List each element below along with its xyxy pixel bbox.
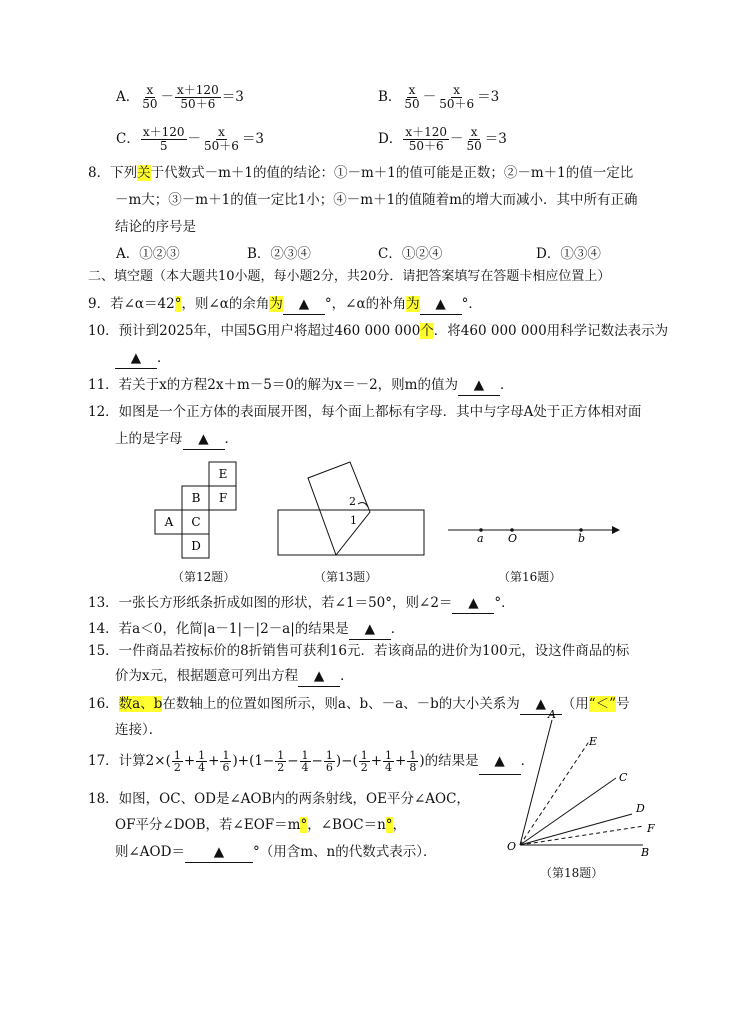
cube-label-a: A — [164, 515, 174, 529]
number-line-figure — [444, 518, 624, 548]
arrow-head — [612, 526, 620, 534]
q10-line2: ▲ ． — [115, 348, 171, 369]
ray-od — [520, 814, 632, 845]
ray-oe — [520, 740, 590, 845]
q17: 17．计算2×( $\frac{1}{2}$ + $\frac{1}{4}$ + $\frac{1}{6}$ )+(1− $\frac{1}{2}$ − $\frac{1}{4}$ − $\frac{1}{6}$ )−( $\frac{1}{2}$ + $\frac{1}{4}$ + $\frac{1}{8}$ )的结果是 ▲ ． — [88, 749, 535, 774]
angle-1-label: 1 — [350, 514, 357, 527]
point-b-label: b — [578, 532, 586, 545]
strip-fold — [308, 462, 370, 555]
q18-line1: 18．如图，OC、OD是∠AOB内的两条射线，OE平分∠AOC， — [88, 791, 470, 807]
q8-option-d: D．①③④ — [536, 246, 601, 262]
q8-option-c: C．①②④ — [378, 246, 443, 262]
caption-q12: （第12题） — [172, 570, 236, 584]
caption-q13: （第13题） — [314, 570, 378, 584]
cube-label-c: C — [191, 515, 201, 529]
q16-line1: 16．数a、b在数轴上的位置如图所示，则a、b、－a、－b的大小关系为 ▲ （用“＜”号 — [88, 694, 630, 715]
q11: 11．若关于x的方程2x＋m－5＝0的解为x＝－2，则m的值为 ▲ ． — [88, 375, 513, 396]
caption-q16: （第16题） — [498, 570, 562, 584]
q16-line2: 连接）． — [115, 722, 163, 738]
label-f: F — [647, 822, 655, 835]
q12-line1: 12．如图是一个正方体的表面展开图，每个面上都标有字母．其中与字母A处于正方体相对面 — [88, 404, 642, 420]
q8-line3: 结论的序号是 — [115, 219, 196, 235]
point-a-label: a — [477, 532, 484, 545]
label-c: C — [619, 771, 628, 784]
q7-option-d: D． $\frac{x+120}{50+6}$ － $\frac{x}{50}$ ＝3 — [378, 125, 507, 153]
q18-line2: OF平分∠DOB，若∠EOF＝m°，∠BOC＝n°， — [115, 817, 407, 833]
cube-label-d: D — [191, 539, 201, 553]
q7-option-b: B． $\frac{x}{50}$ － $\frac{x}{50+6}$ ＝3 — [378, 83, 500, 111]
cube-label-e: E — [218, 467, 228, 481]
section-heading: 二、填空题（本大题共10小题，每小题2分，共20分．请把答案填写在答题卡相应位置上） — [88, 269, 611, 284]
q8-option-b: B．②③④ — [247, 246, 311, 262]
q7-option-a: A． $\frac{x}{50}$ － $\frac{x+120}{50+6}$ ＝3 — [116, 83, 244, 111]
q9: 9．若∠α＝42°，则∠α的余角为 ▲ °，∠α的补角为 ▲ °． — [88, 294, 482, 315]
point-o-label: O — [508, 532, 518, 545]
q14: 14．若a＜0，化简|a－1|－|2－a|的结果是 ▲ ． — [88, 619, 404, 640]
label-d: D — [636, 802, 645, 815]
cube-net-figure — [150, 458, 250, 563]
label-e: E — [589, 735, 598, 748]
label-a: A — [548, 708, 556, 721]
q15-line1: 15．一件商品若按标价的8折销售可获利16元．若该商品的进价为100元，设这件商品的标 — [88, 643, 630, 659]
folded-strip-figure — [272, 460, 432, 560]
q10-line1: 10．预计到2025年，中国5G用户将超过460 000 000个．将460 000 000用科学记数法表示为 — [88, 323, 669, 339]
cube-label-f: F — [218, 491, 228, 505]
q15-line2: 价为x元，根据题意可列出方程 ▲ ． — [115, 666, 354, 687]
caption-q18: （第18题） — [540, 866, 604, 880]
q8-line2: －m大；③－m＋1的值一定比1小；④－m＋1的值随着m的增大而减小．其中所有正确 — [115, 192, 638, 208]
q13: 13．一张长方形纸条折成如图的形状，若∠1＝50°，则∠2＝ ▲ °． — [88, 593, 515, 614]
ray-of — [520, 826, 644, 845]
angle-2-label: 2 — [349, 495, 356, 508]
q12-line2: 上的是字母 ▲ ． — [115, 429, 238, 450]
q8-option-a: A．①②③ — [116, 246, 180, 262]
q7-option-c: C． $\frac{x+120}{5}$ － $\frac{x}{50+6}$ ＝3 — [116, 125, 265, 153]
cube-label-b: B — [191, 491, 201, 505]
q18-line3: 则∠AOD＝ ▲ °（用含m、n的代数式表示）． — [115, 842, 436, 863]
label-o: O — [507, 840, 517, 853]
q8-line1: 8．下列关于代数式－m＋1的值的结论：①－m＋1的值可能是正数；②－m＋1的值一定比 — [88, 165, 634, 181]
angle-rays-figure — [500, 706, 670, 856]
label-b: B — [641, 846, 650, 856]
